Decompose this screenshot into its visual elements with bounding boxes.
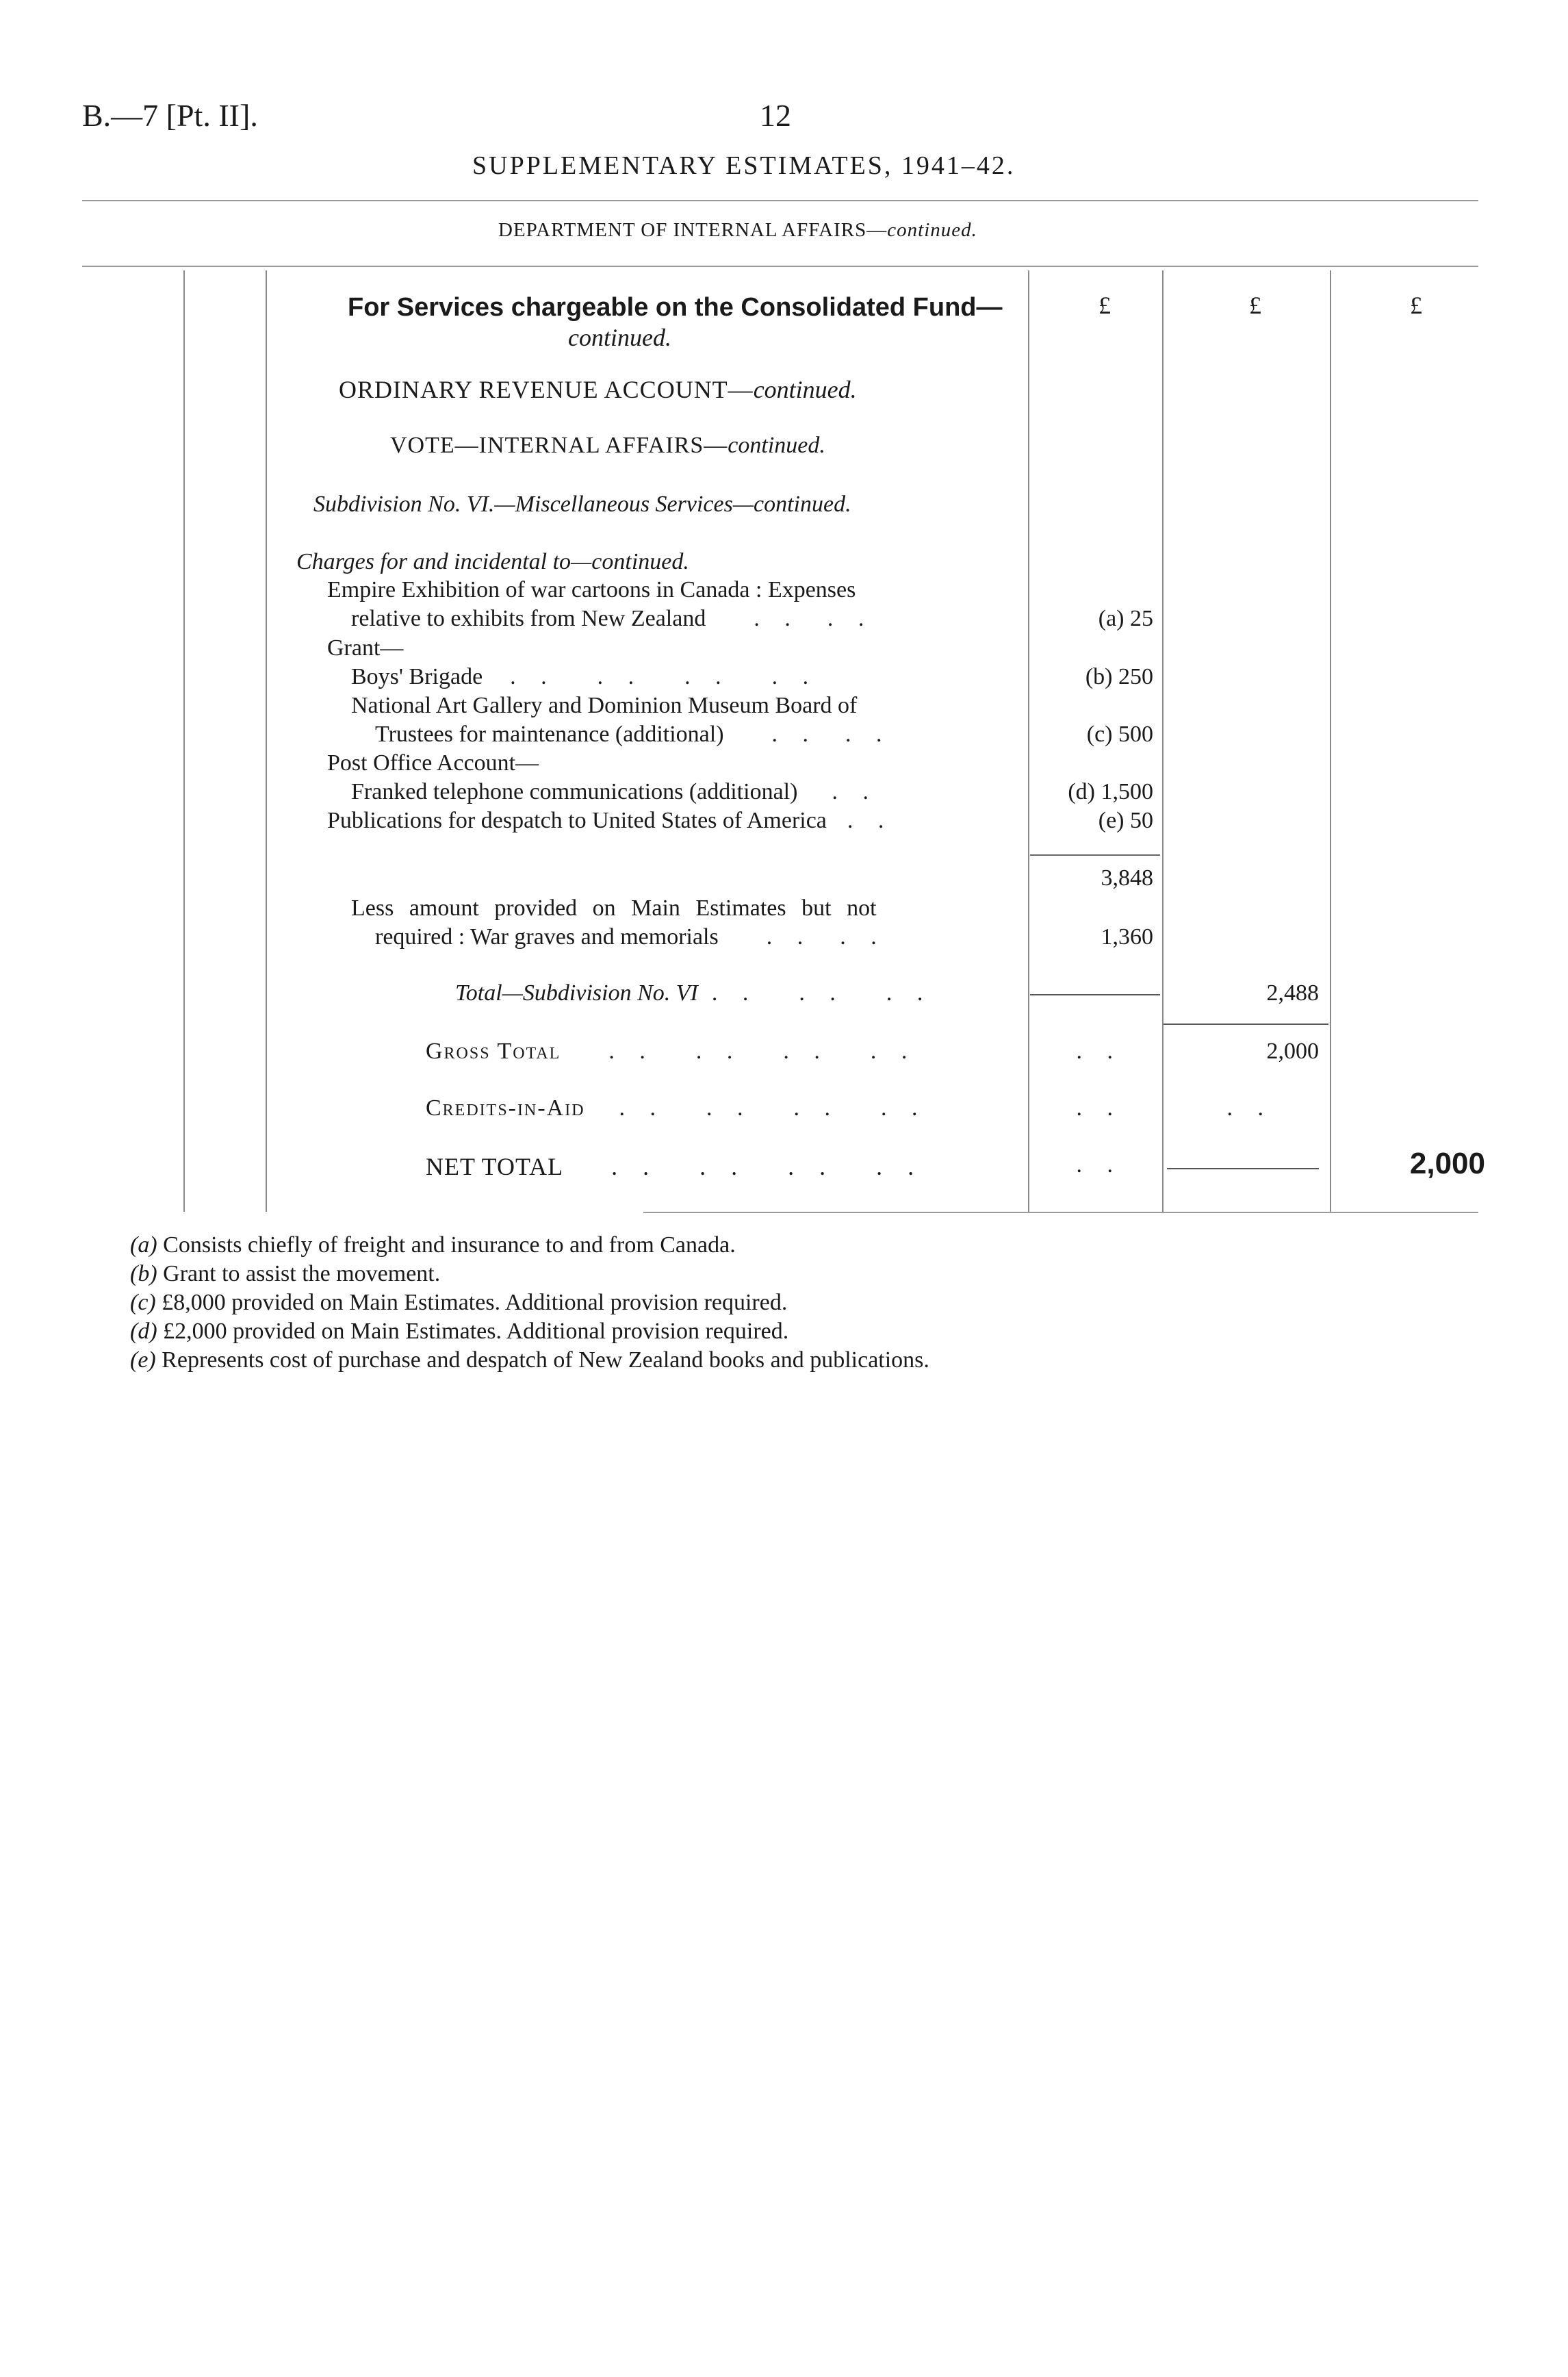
amount-empire: (a) 25 [1098, 606, 1153, 631]
column-rule [1162, 270, 1164, 1212]
item-empire-exhibition: Empire Exhibition of war cartoons in Canada : Expenses [327, 577, 856, 602]
footnote-e: (e) Represents cost of purchase and despatch of New Zealand books and publications. [130, 1347, 929, 1373]
gross-rule [1164, 1024, 1328, 1025]
total-subdivision-amount: 2,488 [1266, 980, 1319, 1006]
table-top-rule [82, 266, 1478, 267]
fund-heading: For Services chargeable on the Consolidated Fund— [348, 293, 1003, 322]
net-rule [1167, 1168, 1319, 1169]
document-reference: B.—7 [Pt. II]. [82, 98, 258, 133]
amount-franked-telephone: (d) 1,500 [1068, 779, 1153, 804]
footnote-a: (a) Consists chiefly of freight and insurance to and from Canada. [130, 1232, 736, 1258]
net-total-label: NET TOTAL . . . . . . . . [426, 1153, 924, 1180]
account-heading: ORDINARY REVENUE ACCOUNT—continued. [339, 376, 857, 403]
item-art-gallery-cont: Trustees for maintenance (additional) . . . . [375, 722, 892, 747]
net-total-amount: 2,000 [1409, 1147, 1485, 1180]
item-empire-exhibition-cont: relative to exhibits from New Zealand . . . . [351, 606, 874, 631]
page-title: SUPPLEMENTARY ESTIMATES, 1941–42. [472, 151, 1016, 180]
item-art-gallery: National Art Gallery and Dominion Museum Board of [351, 693, 858, 718]
subtotal-amount: 3,848 [1101, 865, 1153, 891]
currency-symbol: £ [1249, 292, 1261, 319]
currency-symbol: £ [1098, 292, 1111, 319]
column-rule [1330, 270, 1331, 1212]
vote-heading: VOTE—INTERNAL AFFAIRS—continued. [390, 433, 825, 458]
footnote-c: (c) £8,000 provided on Main Estimates. Additional provision required. [130, 1290, 788, 1315]
header-rule [82, 200, 1478, 201]
credits-dots: . . [1076, 1095, 1122, 1121]
credits-dots: . . [1226, 1095, 1273, 1121]
currency-symbol: £ [1410, 292, 1422, 319]
amount-art-gallery: (c) 500 [1086, 722, 1153, 747]
fund-heading-cont: continued. [568, 324, 671, 351]
amount-publications: (e) 50 [1098, 808, 1153, 833]
table-bottom-rule [643, 1212, 1478, 1213]
post-office-heading: Post Office Account— [327, 750, 539, 776]
less-line-cont: required : War graves and memorials . . . . [375, 924, 886, 950]
department-heading: DEPARTMENT OF INTERNAL AFFAIRS—continued. [498, 219, 977, 241]
column-rule [266, 270, 267, 1212]
subdivision-heading: Subdivision No. VI.—Miscellaneous Services—continued. [313, 492, 851, 517]
less-amount: 1,360 [1101, 924, 1153, 950]
subtotal-rule [1030, 854, 1160, 856]
item-publications: Publications for despatch to United States of America . . [327, 808, 894, 833]
less-line: Less amount provided on Main Estimates but not [351, 895, 877, 921]
column-rule [1028, 270, 1029, 1212]
footnote-b: (b) Grant to assist the movement. [130, 1261, 441, 1286]
item-franked-telephone: Franked telephone communications (additional) . . [351, 779, 878, 804]
gross-total-amount: 2,000 [1266, 1039, 1319, 1064]
charges-heading: Charges for and incidental to—continued. [296, 549, 689, 574]
credits-in-aid-label: Credits-in-Aid . . . . . . . . [426, 1095, 927, 1121]
gross-total-dots: . . [1076, 1039, 1122, 1064]
page-number: 12 [760, 98, 791, 133]
column-rule [183, 270, 185, 1212]
item-boys-brigade: Boys' Brigade . . . . . . . . [351, 664, 819, 689]
footnote-d: (d) £2,000 provided on Main Estimates. Additional provision required. [130, 1319, 789, 1344]
total-rule [1030, 994, 1160, 995]
net-total-dots: . . [1076, 1152, 1122, 1178]
amount-boys-brigade: (b) 250 [1085, 664, 1153, 689]
total-subdivision-label: Total—Subdivision No. VI . . . . . . [455, 980, 933, 1006]
gross-total-label: Gross Total . . . . . . . . [426, 1039, 917, 1064]
grant-heading: Grant— [327, 635, 404, 661]
